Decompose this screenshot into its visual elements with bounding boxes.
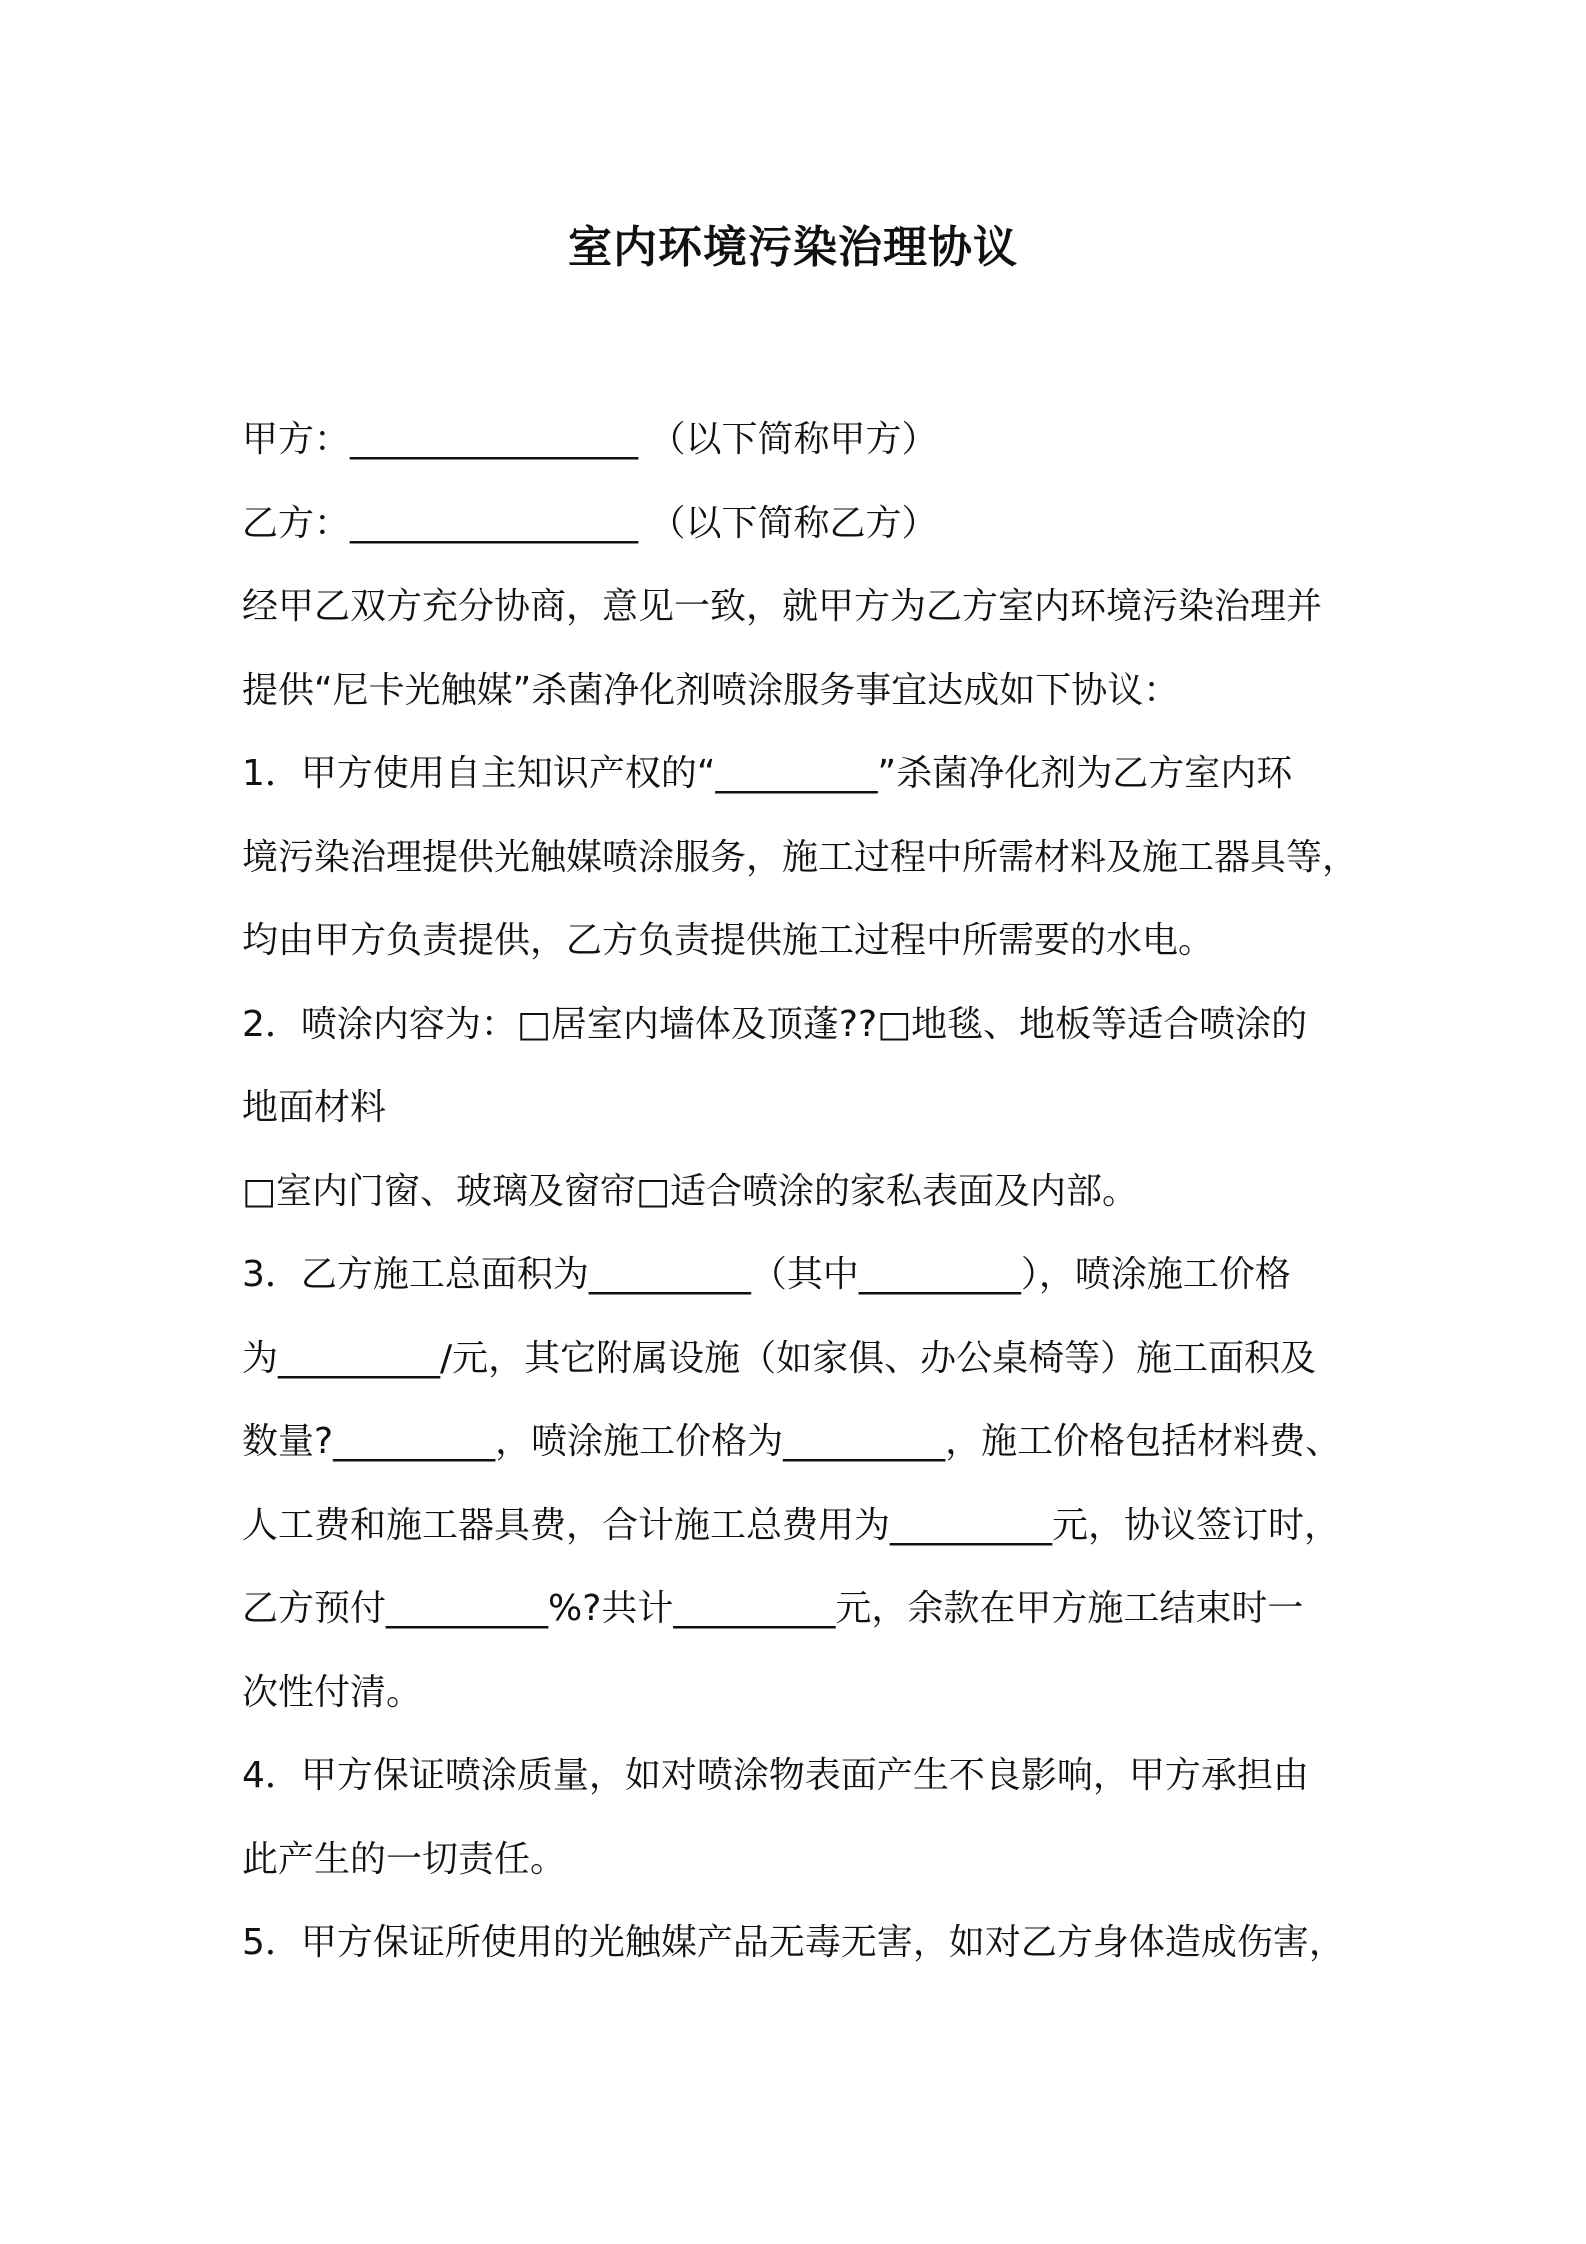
clause-2-line-3: □室内门窗、玻璃及窗帘□适合喷涂的家私表面及内部。 [242, 1170, 1139, 1212]
clause-4-line-2: 此产生的一切责任。 [242, 1838, 567, 1880]
clause-2-line-2: 地面材料 [242, 1087, 387, 1128]
party-b-line: 乙方：________________ （以下简称乙方） [242, 502, 938, 544]
preamble-line-1: 经甲乙双方充分协商，意见一致，就甲方为乙方室内环境污染治理并 [242, 586, 1323, 627]
document-body [242, 398, 1362, 1985]
party-a-line: 甲方：________________ （以下简称甲方） [242, 419, 938, 460]
clause-3-line-5: 乙方预付_________%?共计_________元，余款在甲方施工结束时一 [242, 1588, 1304, 1629]
clause-4-line-1: 4．甲方保证喷涂质量，如对喷涂物表面产生不良影响，甲方承担由 [242, 1755, 1309, 1796]
clause-1-line-3: 均由甲方负责提供，乙方负责提供施工过程中所需要的水电。 [242, 920, 1215, 961]
clause-2-line-1: 2．喷涂内容为：□居室内墙体及顶蓬??□地毯、地板等适合喷涂的 [242, 1003, 1308, 1045]
preamble-line-2: 提供“尼卡光触媒”杀菌净化剂喷涂服务事宜达成如下协议： [242, 669, 1180, 711]
clause-3-line-1: 3．乙方施工总面积为_________（其中_________），喷涂施工价格 [242, 1254, 1291, 1295]
clause-1-line-2: 境污染治理提供光触媒喷涂服务，施工过程中所需材料及施工器具等， [242, 836, 1359, 878]
clause-5-line-1: 5．甲方保证所使用的光触媒产品无毒无害，如对乙方身体造成伤害， [242, 1922, 1345, 1963]
clause-3-line-4: 人工费和施工器具费，合计施工总费用为_________元，协议签订时， [242, 1504, 1341, 1546]
document-title: 室内环境污染治理协议 [568, 222, 1018, 273]
clause-3-line-6: 次性付清。 [242, 1671, 423, 1713]
clause-3-line-2: 为_________/元，其它附属设施（如家俱、办公桌椅等）施工面积及 [242, 1337, 1317, 1379]
clause-3-line-3: 数量?_________，喷涂施工价格为_________，施工价格包括材料费、 [242, 1421, 1342, 1462]
clause-1-line-1: 1．甲方使用自主知识产权的“_________”杀菌净化剂为乙方室内环 [242, 753, 1293, 794]
